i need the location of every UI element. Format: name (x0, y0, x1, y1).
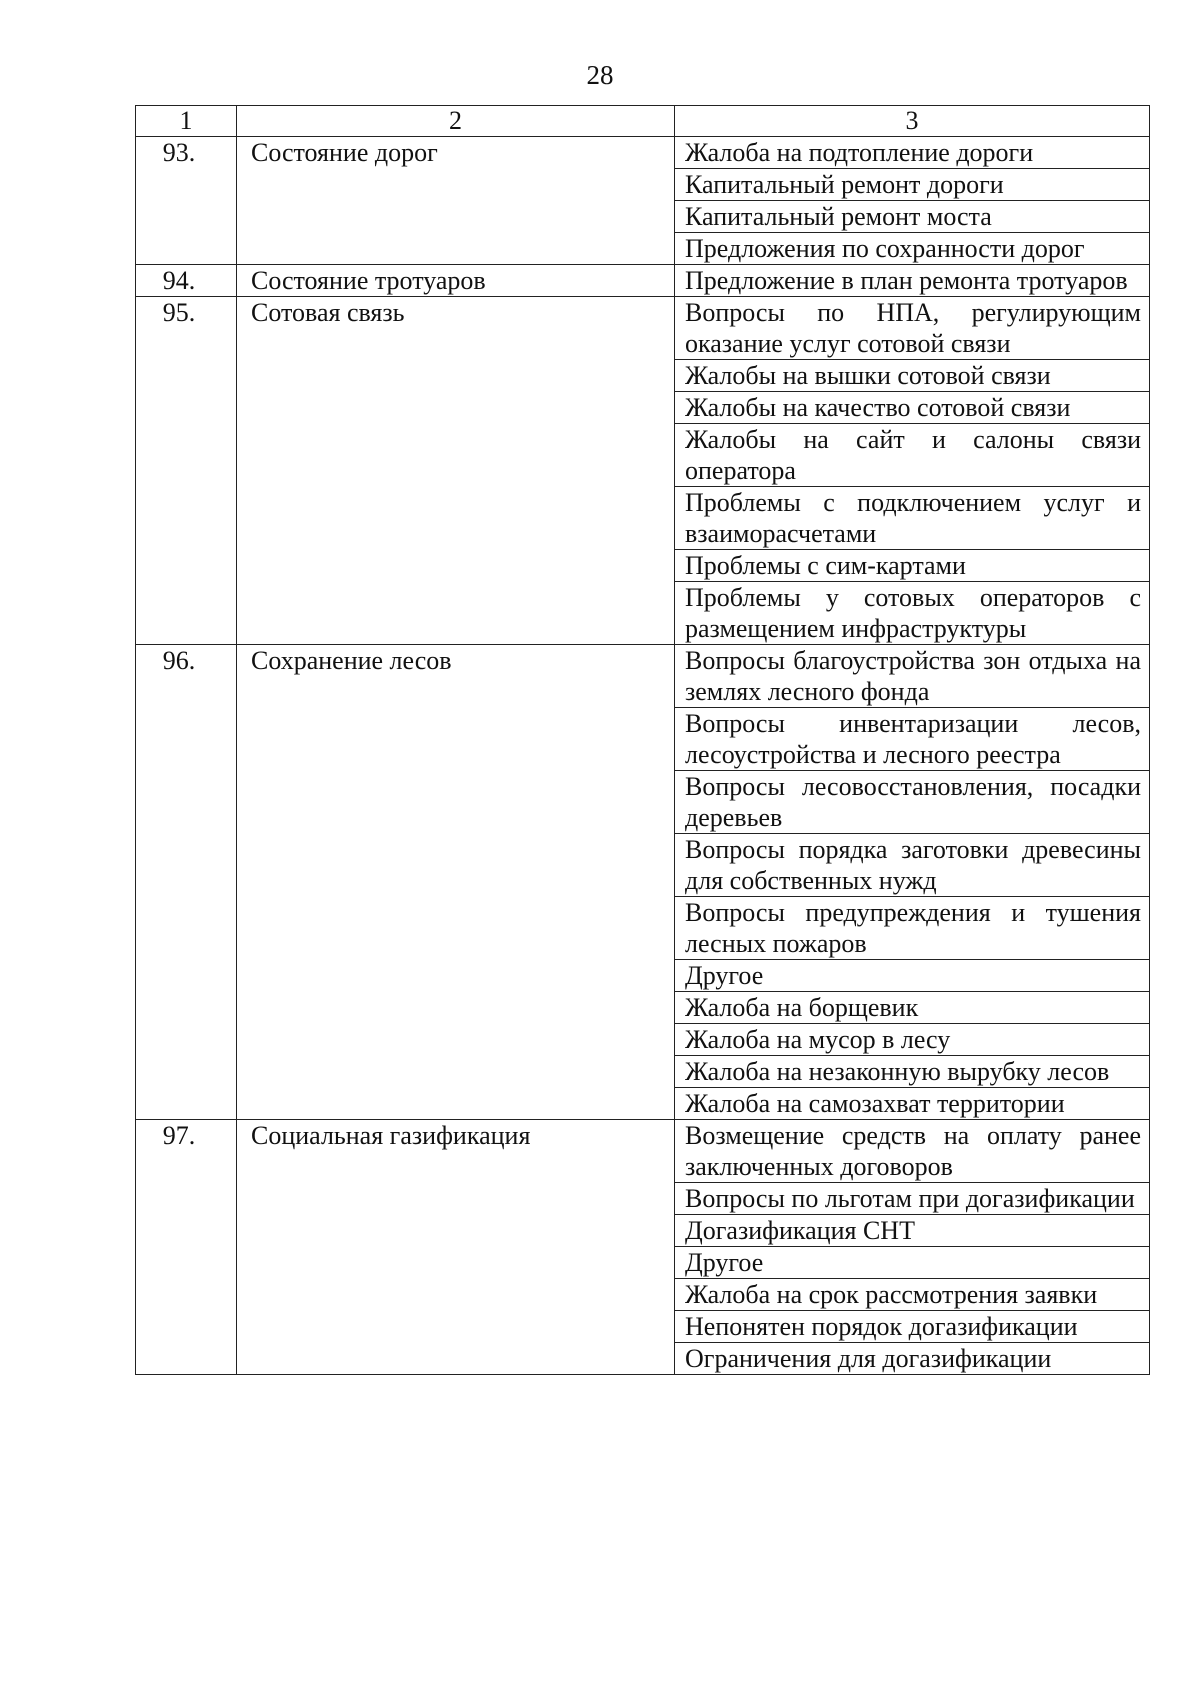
page-number: 28 (586, 60, 614, 90)
subtopic-cell: Капитальный ремонт дороги (675, 169, 1150, 201)
subtopic-cell: Жалоба на самозахват территории (675, 1088, 1150, 1120)
subtopic-cell: Жалоба на срок рассмотрения заявки (675, 1279, 1150, 1311)
table-row (136, 1120, 1150, 1183)
subtopic-cell: Проблемы с подключением услуг и взаиморасчетами (675, 487, 1150, 550)
row-number: 95. (136, 297, 237, 645)
subtopic-cell: Жалоба на мусор в лесу (675, 1024, 1150, 1056)
subtopic-cell: Жалобы на качество сотовой связи (675, 392, 1150, 424)
subtopic-cell: Вопросы инвентаризации лесов, лесоустройства и лесного реестра (675, 708, 1150, 771)
column-header-2: 2 (237, 106, 675, 137)
subtopic-cell: Догазификация СНТ (675, 1215, 1150, 1247)
topic-cell: Сохранение лесов (237, 645, 675, 1120)
subtopic-cell: Вопросы порядка заготовки древесины для собственных нужд (675, 834, 1150, 897)
subtopic-cell: Жалоба на борщевик (675, 992, 1150, 1024)
subtopic-cell: Ограничения для догазификации (675, 1343, 1150, 1375)
topic-cell: Состояние тротуаров (237, 265, 675, 297)
subtopic-cell: Возмещение средств на оплату ранее заключенных договоров (675, 1120, 1150, 1183)
column-header-3: 3 (675, 106, 1150, 137)
row-number: 97. (136, 1120, 237, 1375)
subtopic-cell: Проблемы у сотовых операторов с размещением инфраструктуры (675, 582, 1150, 645)
classifier-table (135, 105, 1150, 1375)
table-row (136, 137, 1150, 169)
subtopic-cell: Проблемы с сим-картами (675, 550, 1150, 582)
subtopic-cell: Жалобы на сайт и салоны связи оператора (675, 424, 1150, 487)
topic-cell: Социальная газификация (237, 1120, 675, 1375)
topic-cell: Состояние дорог (237, 137, 675, 265)
subtopic-cell: Непонятен порядок догазификации (675, 1311, 1150, 1343)
subtopic-cell: Жалоба на незаконную вырубку лесов (675, 1056, 1150, 1088)
subtopic-cell: Другое (675, 960, 1150, 992)
topic-cell: Сотовая связь (237, 297, 675, 645)
subtopic-cell: Капитальный ремонт моста (675, 201, 1150, 233)
row-number: 93. (136, 137, 237, 265)
table-row (136, 265, 1150, 297)
subtopic-cell: Вопросы предупреждения и тушения лесных пожаров (675, 897, 1150, 960)
column-header-1: 1 (136, 106, 237, 137)
subtopic-cell: Жалоба на подтопление дороги (675, 137, 1150, 169)
subtopic-cell: Вопросы лесовосстановления, посадки деревьев (675, 771, 1150, 834)
row-number: 96. (136, 645, 237, 1120)
subtopic-cell: Вопросы благоустройства зон отдыха на землях лесного фонда (675, 645, 1150, 708)
table-body (136, 137, 1150, 1375)
table-header-row (136, 106, 1150, 137)
subtopic-cell: Предложения по сохранности дорог (675, 233, 1150, 265)
subtopic-cell: Вопросы по НПА, регулирующим оказание услуг сотовой связи (675, 297, 1150, 360)
table-row (136, 297, 1150, 360)
subtopic-cell: Предложение в план ремонта тротуаров (675, 265, 1150, 297)
subtopic-cell: Жалобы на вышки сотовой связи (675, 360, 1150, 392)
subtopic-cell: Вопросы по льготам при догазификации (675, 1183, 1150, 1215)
subtopic-cell: Другое (675, 1247, 1150, 1279)
row-number: 94. (136, 265, 237, 297)
table-row (136, 645, 1150, 708)
